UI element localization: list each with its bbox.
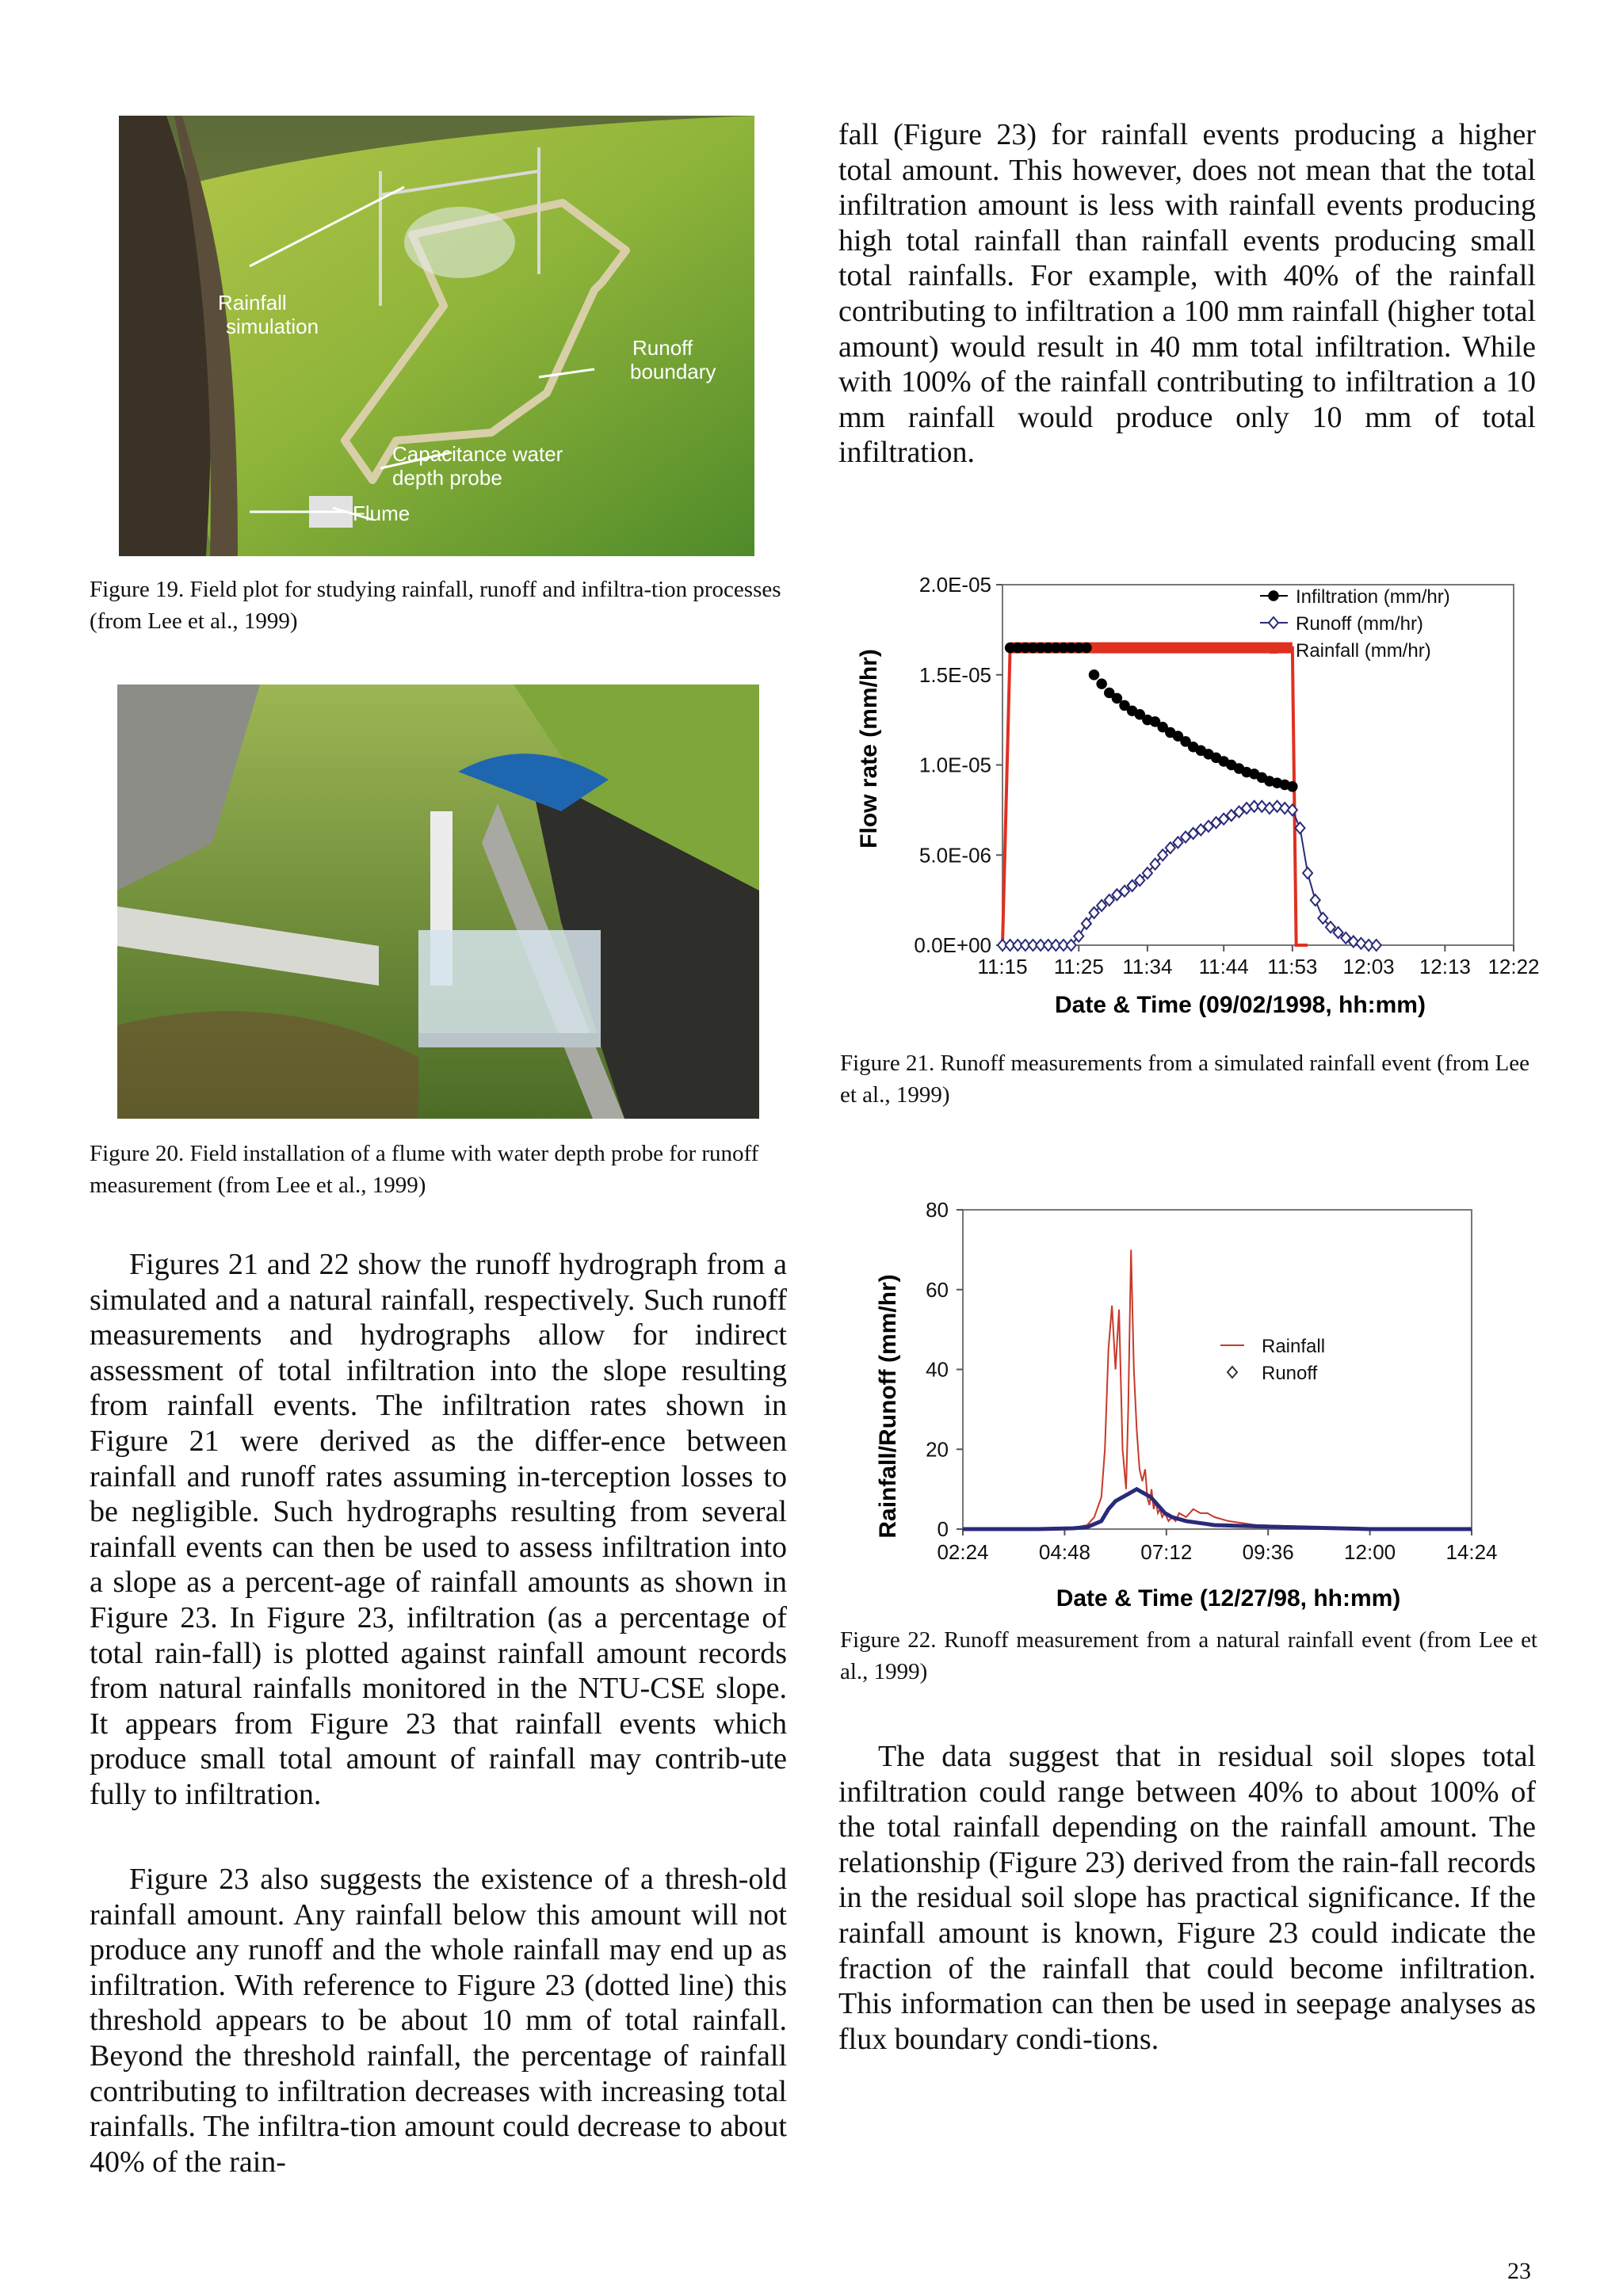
figure-19-caption: Figure 19. Field plot for studying rainfall, runoff and infiltra-tion processes (from Lee et al., 1999) — [90, 577, 781, 634]
figure-20-photo — [117, 685, 759, 1119]
x-tick-label-22: 07:12 — [1140, 1540, 1193, 1564]
rainfall-label-line1: Rainfall — [218, 291, 287, 315]
x-tick-label-21: 11:44 — [1198, 955, 1249, 978]
legend-label-22: Rainfall — [1262, 1336, 1326, 1357]
flume-label: Flume — [353, 502, 411, 525]
x-tick-label-21: 12:03 — [1342, 955, 1395, 978]
y-tick-label-22: 20 — [926, 1437, 949, 1462]
infiltration-point-21 — [1112, 693, 1121, 703]
infiltration-point-21 — [1097, 679, 1106, 688]
plot-frame-22 — [963, 1210, 1472, 1529]
page-number: 23 — [1507, 2258, 1531, 2284]
figure-22-svg — [864, 1192, 1545, 1632]
field-plot-illustration — [119, 116, 754, 556]
figure-22-caption: Figure 22. Runoff measurement from a natural rainfall event (from Lee et al., 1999) — [840, 1627, 1537, 1684]
legend-label-22: Runoff — [1262, 1363, 1318, 1384]
figure-21-caption: Figure 21. Runoff measurements from a simulated rainfall event (from Lee et al., 1999) — [840, 1051, 1529, 1108]
x-tick-label-22: 04:48 — [1038, 1540, 1090, 1564]
y-axis-label-21: Flow rate (mm/hr) — [856, 649, 882, 849]
probe-label-line2: depth probe — [392, 466, 502, 490]
x-tick-label-22: 09:36 — [1242, 1540, 1294, 1564]
infiltration-point-21 — [1288, 782, 1297, 791]
left-paragraph-1: Figures 21 and 22 show the runoff hydrograph from a simulated and a natural rainfall, respectively. Such runoff measurements and hydrographs allow for indirect assessment of total infiltration into the slope resulting from rainfall events. The infiltration rates shown in Figure 21 were derived as the differ-ence between rainfall and runoff rates assuming in-terception losses to be negligible. Such hydrographs resulting from several rainfall events can then be used to assess infiltration into a slope as a percent-age of rainfall amounts as shown in Figure 23. In Figure 23, infiltration (as a percentage of total rain-fall) is plotted against rainfall amount records from natural rainfalls monitored in the NTU-CSE slope. It appears from Figure 23 that rainfall events which produce small total amount of rainfall may contrib-ute fully to infiltration. — [90, 1248, 787, 1811]
x-tick-label-22: 14:24 — [1445, 1540, 1498, 1564]
figure-22-chart — [864, 1192, 1545, 1632]
y-tick-label-22: 60 — [926, 1277, 949, 1302]
legend-marker-21 — [1270, 646, 1277, 654]
x-tick-label-21: 12:13 — [1419, 955, 1471, 978]
y-tick-label-21: 0.0E+00 — [914, 933, 991, 957]
figure-21-svg — [848, 555, 1545, 1030]
x-tick-label-21: 12:22 — [1487, 955, 1540, 978]
figure-21-chart — [848, 555, 1545, 1030]
flume-installation-illustration — [117, 685, 759, 1119]
x-axis-label-22: Date & Time (12/27/98, hh:mm) — [1056, 1585, 1401, 1611]
probe-label-line1: Capacitance water — [392, 442, 563, 466]
y-tick-label-22: 80 — [926, 1198, 949, 1222]
x-tick-label-21: 11:34 — [1122, 955, 1173, 978]
runoff-label-line2: boundary — [630, 360, 716, 383]
infiltration-point-21 — [1082, 643, 1091, 653]
legend-label-21: Runoff (mm/hr) — [1296, 613, 1423, 635]
x-axis-22 — [937, 1529, 1497, 1564]
legend-marker-21 — [1269, 591, 1278, 601]
y-tick-label-21: 2.0E-05 — [918, 573, 991, 597]
right-paragraph-2: The data suggest that in residual soil slopes total infiltration could range between 40% to about 100% of the total rainfall depending on the rainfall amount. The relationship (Figure 23) derived from the rain-fall records in the residual soil slope has practical significance. If the rainfall amount is known, Figure 23 could indicate the fraction of the rainfall that could become infiltration. This information can then be used in seepage analyses as flux boundary condi-tions. — [838, 1740, 1536, 2056]
runoff-label-line1: Runoff — [632, 336, 693, 360]
y-tick-label-22: 0 — [937, 1517, 949, 1541]
y-tick-label-21: 1.0E-05 — [918, 753, 991, 777]
figure-19-photo — [119, 116, 754, 556]
y-axis-label-22: Rainfall/Runoff (mm/hr) — [875, 1274, 901, 1539]
plot-area-21 — [1002, 585, 1514, 945]
x-tick-label-22: 12:00 — [1344, 1540, 1396, 1564]
infiltration-point-21 — [1090, 670, 1099, 680]
x-tick-label-21: 11:15 — [977, 955, 1028, 978]
y-tick-label-21: 1.5E-05 — [918, 662, 991, 687]
x-axis-21 — [977, 945, 1539, 978]
y-axis-21 — [914, 573, 1002, 957]
left-paragraph-2: Figure 23 also suggests the existence of a thresh-old rainfall amount. Any rainfall below this amount will not produce any runoff and the whole rainfall may end up as infiltration. With reference to Figure 23 (dotted line) this threshold appears to be about 10 mm of total rainfall. Beyond the threshold rainfall, the percentage of rainfall contributing to infiltration decreases with increasing total rainfalls. The infiltra-tion amount could decrease to about 40% of the rain- — [90, 1863, 787, 2179]
x-tick-label-21: 11:53 — [1267, 955, 1318, 978]
y-tick-label-21: 5.0E-06 — [918, 843, 991, 868]
plot-area-22 — [963, 1210, 1472, 1529]
legend-label-21: Rainfall (mm/hr) — [1296, 640, 1431, 662]
plot-frame-21 — [1002, 585, 1514, 945]
y-axis-22 — [926, 1198, 963, 1541]
x-axis-label-21: Date & Time (09/02/1998, hh:mm) — [1055, 992, 1426, 1018]
y-tick-label-22: 40 — [926, 1357, 949, 1382]
x-tick-label-22: 02:24 — [937, 1540, 989, 1564]
right-paragraph-1: fall (Figure 23) for rainfall events producing a higher total amount. This however, does not mean that the total infiltration amount is less with rainfall events producing high total rainfall than rainfall events producing small total rainfalls. For example, with 40% of the rainfall contributing to infiltration a 100 mm rainfall (higher total amount) would result in 40 mm total infiltration. While with 100% of the rainfall contributing to infiltration a 10 mm rainfall would produce only 10 mm of total infiltration. — [838, 118, 1536, 470]
figure-20-caption: Figure 20. Field installation of a flume with water depth probe for runoff measurement (from Lee et al., 1999) — [90, 1141, 759, 1198]
legend-label-21: Infiltration (mm/hr) — [1296, 586, 1450, 608]
x-tick-label-21: 11:25 — [1053, 955, 1104, 978]
rainfall-label-line2: simulation — [226, 315, 319, 338]
